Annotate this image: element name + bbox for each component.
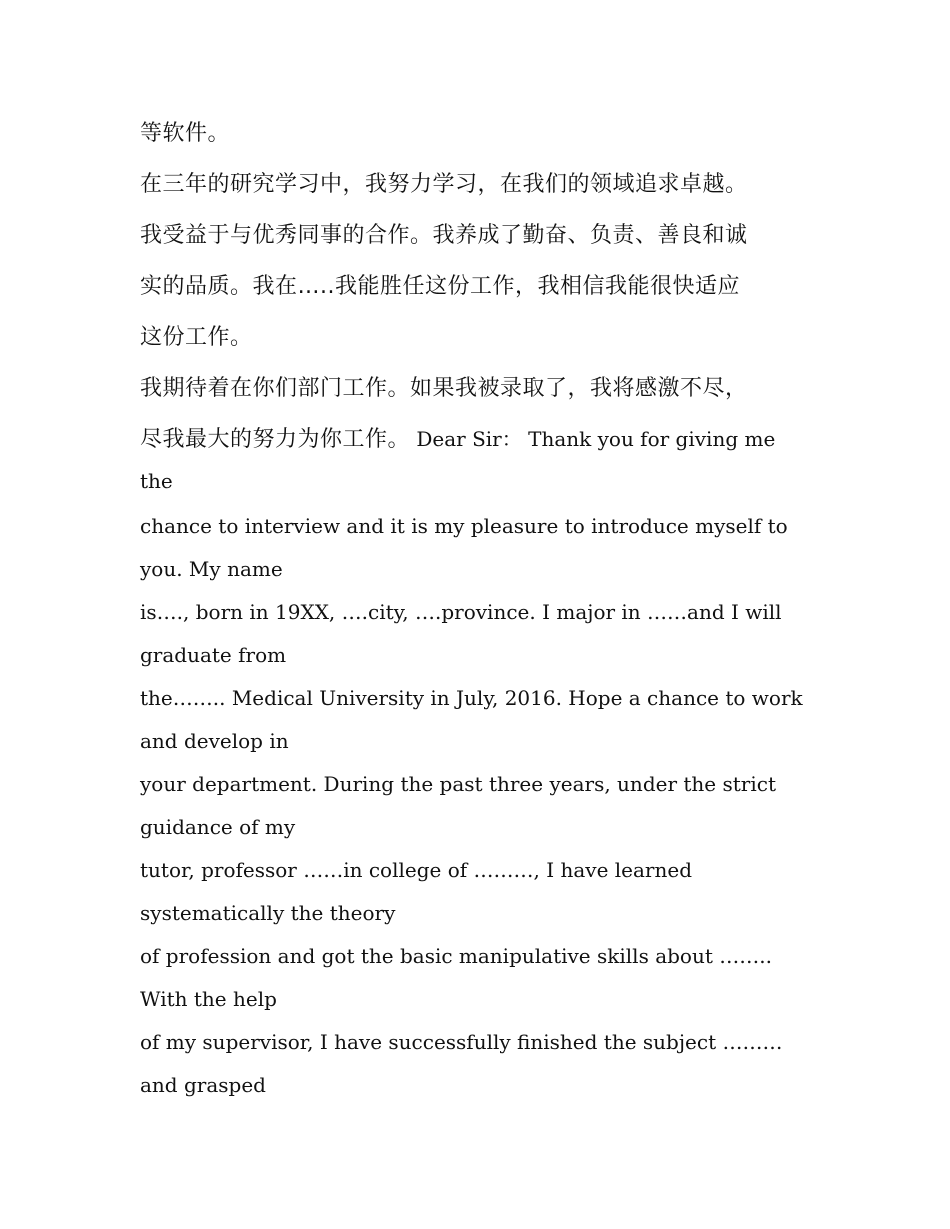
paragraph-line: you. My name <box>140 557 283 581</box>
paragraph-line: 这份工作。 <box>140 325 253 350</box>
paragraph-line: and grasped <box>140 1073 266 1097</box>
english-salutation: Dear Sir： Thank you for giving me <box>410 427 776 451</box>
paragraph-line: 我期待着在你们部门工作。如果我被录取了，我将感激不尽， <box>140 376 748 401</box>
paragraph-line: With the help <box>140 987 277 1011</box>
letter-body <box>140 108 820 1107</box>
paragraph-line: guidance of my <box>140 815 296 839</box>
paragraph-line: of my supervisor, I have successfully finished the subject ……… <box>140 1030 783 1054</box>
mixed-language-line <box>140 414 820 465</box>
paragraph-line: 等软件。 <box>140 121 231 146</box>
paragraph-line: graduate from <box>140 643 287 667</box>
chinese-text: 尽我最大的努力为你工作。 <box>140 427 411 452</box>
paragraph-line: your department. During the past three years, under the strict <box>140 772 776 796</box>
paragraph-line: 在三年的研究学习中，我努力学习，在我们的领域追求卓越。 <box>140 172 748 197</box>
paragraph-line: is…., born in 19XX, ….city, ….province. I major in ……and I will <box>140 600 782 624</box>
paragraph-line: 实的品质。我在…..我能胜任这份工作，我相信我能很快适应 <box>140 274 740 299</box>
paragraph-line: systematically the theory <box>140 901 396 925</box>
paragraph-line: the…….. Medical University in July, 2016. Hope a chance to work <box>140 686 803 710</box>
paragraph-line: chance to interview and it is my pleasure to introduce myself to <box>140 514 788 538</box>
paragraph-line: and develop in <box>140 729 289 753</box>
paragraph-line: tutor, professor ……in college of ………, I have learned <box>140 858 693 882</box>
paragraph-line: the <box>140 469 173 493</box>
paragraph-line: of profession and got the basic manipulative skills about …….. <box>140 944 772 968</box>
paragraph-line: 我受益于与优秀同事的合作。我养成了勤奋、负责、善良和诚 <box>140 223 748 248</box>
